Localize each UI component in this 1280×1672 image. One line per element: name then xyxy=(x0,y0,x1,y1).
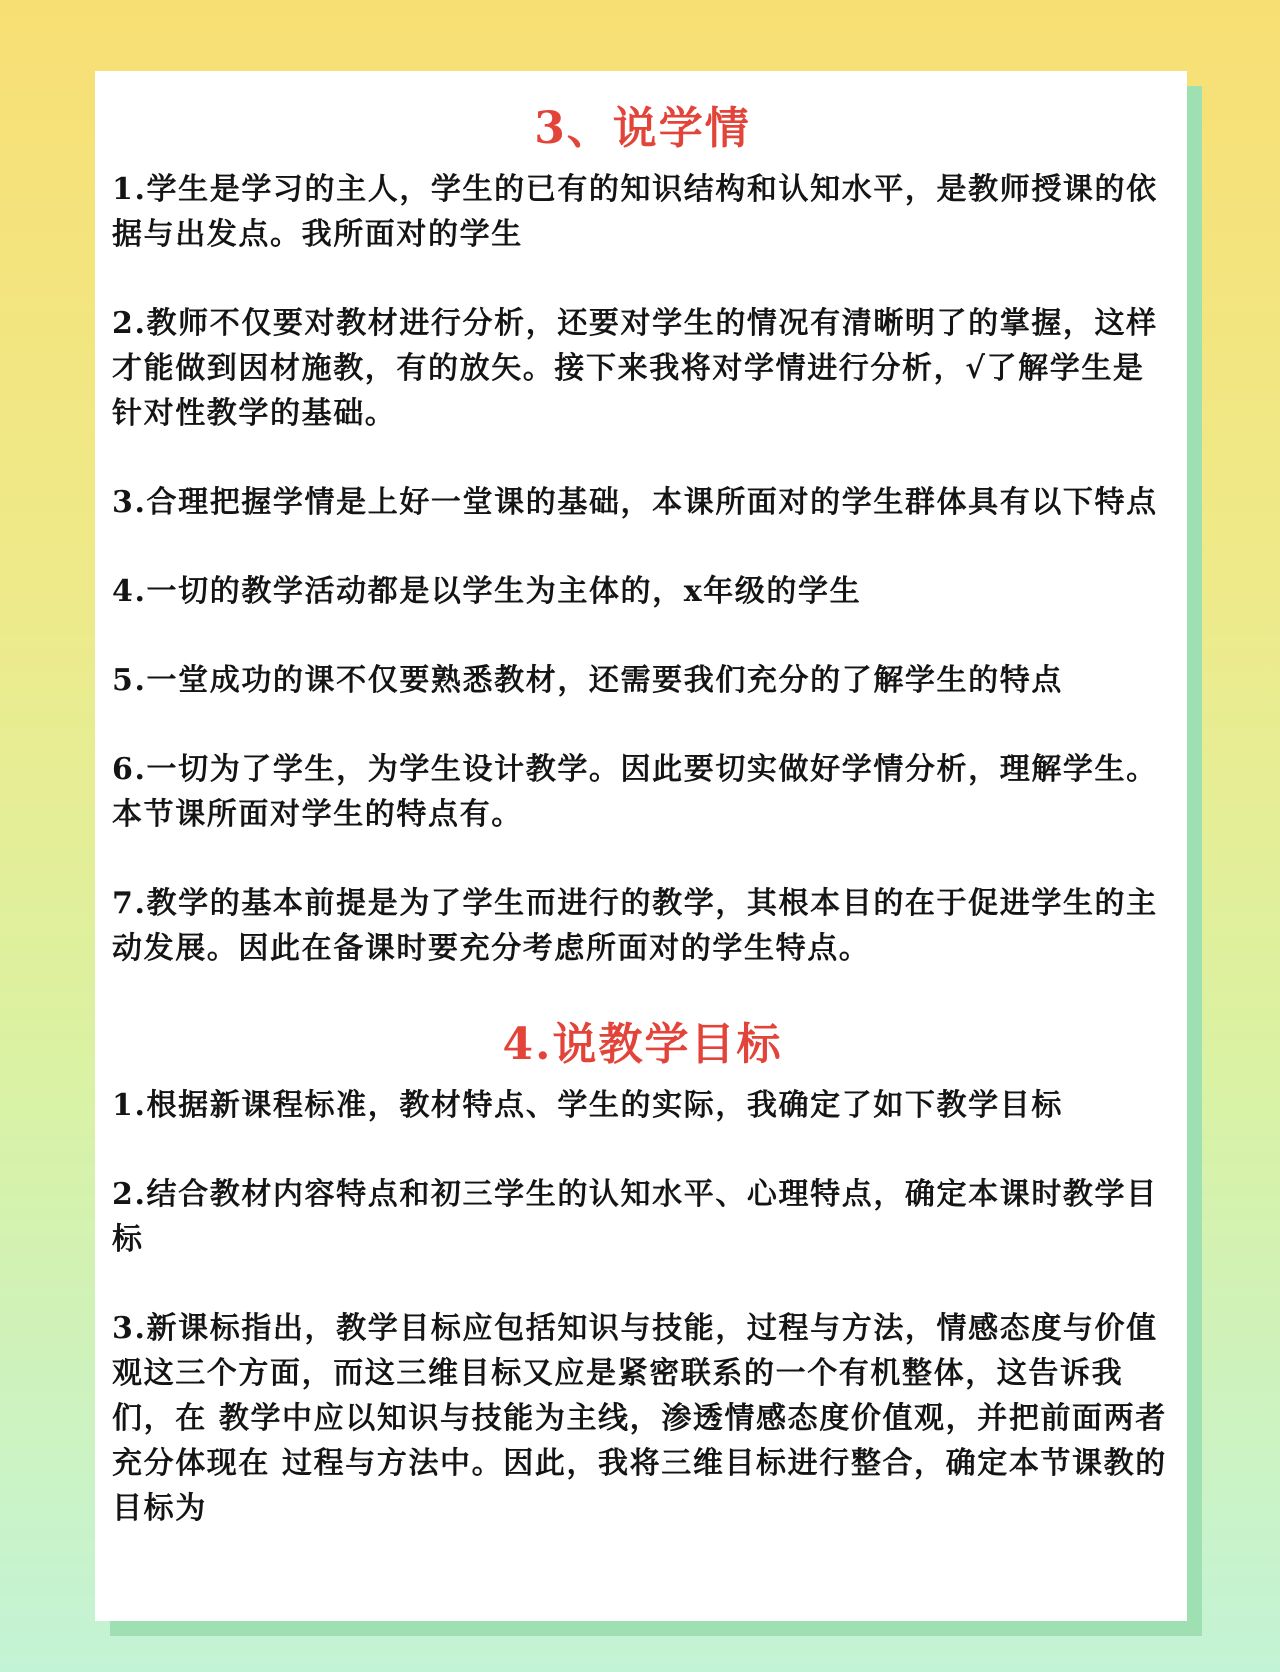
section-3-paragraph-7: 7.教学的基本前提是为了学生而进行的教学，其根本目的在于促进学生的主 动发展。因此在备课时要充分考虑所面对的学生特点。 xyxy=(112,886,1158,966)
section-3-paragraph-1: 1.学生是学习的主人，学生的已有的知识结构和认知水平，是教师授课的依 据与出发点。我所面对的学生 xyxy=(112,172,1158,252)
section-3-paragraph-4: 4.一切的教学活动都是以学生为主体的，x年级的学生 xyxy=(112,574,862,609)
section-3-paragraph-2: 2.教师不仅要对教材进行分析，还要对学生的情况有清晰明了的掌握，这样 才能做到因材施教，有的放矢。接下来我将对学情进行分析，√了解学生是针对性教学的基础。 xyxy=(112,306,1158,431)
section-3-paragraph-5: 5.一堂成功的课不仅要熟悉教材，还需要我们充分的了解学生的特点 xyxy=(112,663,1063,698)
section-4-paragraph-1: 1.根据新课程标准，教材特点、学生的实际，我确定了如下教学目标 xyxy=(112,1088,1063,1123)
section-4-title: 4.说教学目标 xyxy=(502,1019,783,1070)
content-card xyxy=(95,71,1187,1621)
section-3-paragraph-6: 6.一切为了学生，为学生设计教学。因此要切实做好学情分析，理解学生。本节课所面对学生的特点有。 xyxy=(112,752,1158,832)
section-4-paragraph-3: 3.新课标指出，教学目标应包括知识与技能，过程与方法，情感态度与价值 观这三个方面，而这三维目标又应是紧密联系的一个有机整体，这告诉我们，在 教学中应以知识与技能为主线，渗透情感态度价值观，并把前面两者充分体现在 过程与方法中。因此，我将三维目标进行整合，确定本节课教的目标为 xyxy=(112,1311,1167,1526)
section-3-title: 3、说学情 xyxy=(534,103,751,154)
section-4-paragraph-2: 2.结合教材内容特点和初三学生的认知水平、心理特点，确定本课时教学目标 xyxy=(112,1177,1158,1257)
section-3-paragraph-3: 3.合理把握学情是上好一堂课的基础，本课所面对的学生群体具有以下特点 xyxy=(112,485,1158,520)
